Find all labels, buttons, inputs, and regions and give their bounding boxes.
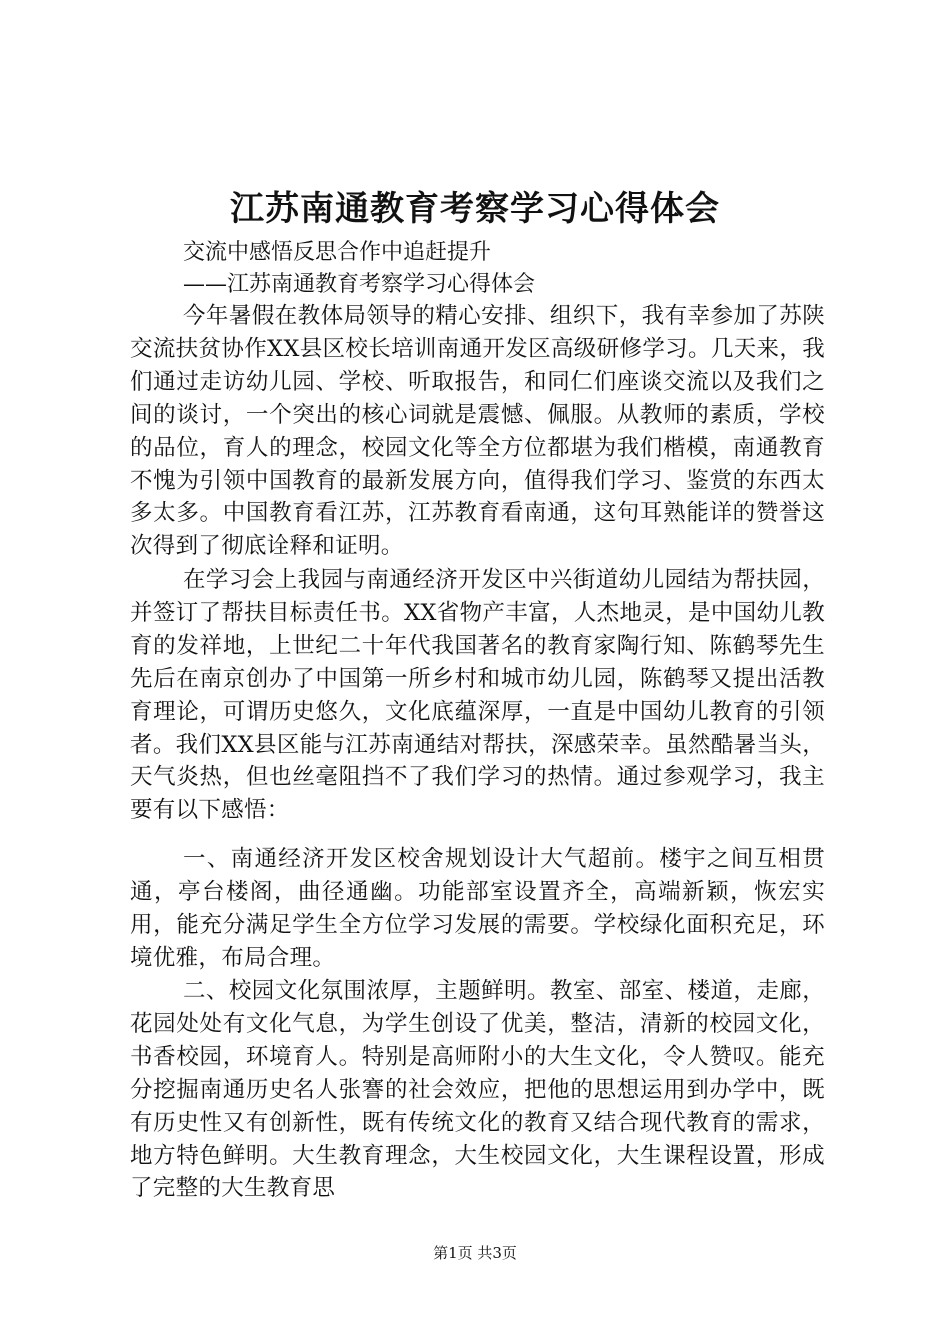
document-subtitle-source: ——江苏南通教育考察学习心得体会: [183, 272, 536, 297]
document-title: 江苏南通教育考察学习心得体会: [230, 189, 720, 229]
body-paragraph: 一、南通经济开发区校舍规划设计大气超前。楼宇之间互相贯通，亭台楼阁，曲径通幽。功能部室设置齐全，高端新颖，恢宏实用，能充分满足学生全方位学习发展的需要。学校绿化面积充足，环境优雅，布局合理。: [130, 846, 825, 971]
body-paragraph: 二、校园文化氛围浓厚，主题鲜明。教室、部室、楼道，走廊，花园处处有文化气息，为学生创设了优美，整洁，清新的校园文化，书香校园，环境育人。特别是高师附小的大生文化，令人赞叹。能充分挖掘南通历史名人张謇的社会效应，把他的思想运用到办学中，既有历史性又有创新性，既有传统文化的教育又结合现代教育的需求，地方特色鲜明。大生教育理念，大生校园文化，大生课程设置，形成了完整的大生教育思: [130, 978, 825, 1202]
body-paragraph: 在学习会上我园与南通经济开发区中兴街道幼儿园结为帮扶园，并签订了帮扶目标责任书。XX省物产丰富，人杰地灵，是中国幼儿教育的发祥地，上世纪二十年代我国著名的教育家陶行知、陈鹤琴先生先后在南京创办了中国第一所乡村和城市幼儿园，陈鹤琴又提出活教育理论，可谓历史悠久，文化底蕴深厚，一直是中国幼儿教育的引领者。我们XX县区能与江苏南通结对帮扶，深感荣幸。虽然酷暑当头，天气炎热，但也丝毫阻挡不了我们学习的热情。通过参观学习，我主要有以下感悟：: [130, 567, 825, 824]
page-number-footer: 第1页 共3页: [433, 1244, 517, 1262]
document-subtitle: 交流中感悟反思合作中追赶提升: [183, 240, 492, 265]
body-paragraph: 今年暑假在教体局领导的精心安排、组织下，我有幸参加了苏陕交流扶贫协作XX县区校长培训南通开发区高级研修学习。几天来，我们通过走访幼儿园、学校、听取报告，和同仁们座谈交流以及我们之间的谈讨，一个突出的核心词就是震憾、佩服。从教师的素质，学校的品位，育人的理念，校园文化等全方位都堪为我们楷模，南通教育不愧为引领中国教育的最新发展方向，值得我们学习、鉴赏的东西太多太多。中国教育看江苏，江苏教育看南通，这句耳熟能详的赞誉这次得到了彻底诠释和证明。: [130, 303, 825, 560]
